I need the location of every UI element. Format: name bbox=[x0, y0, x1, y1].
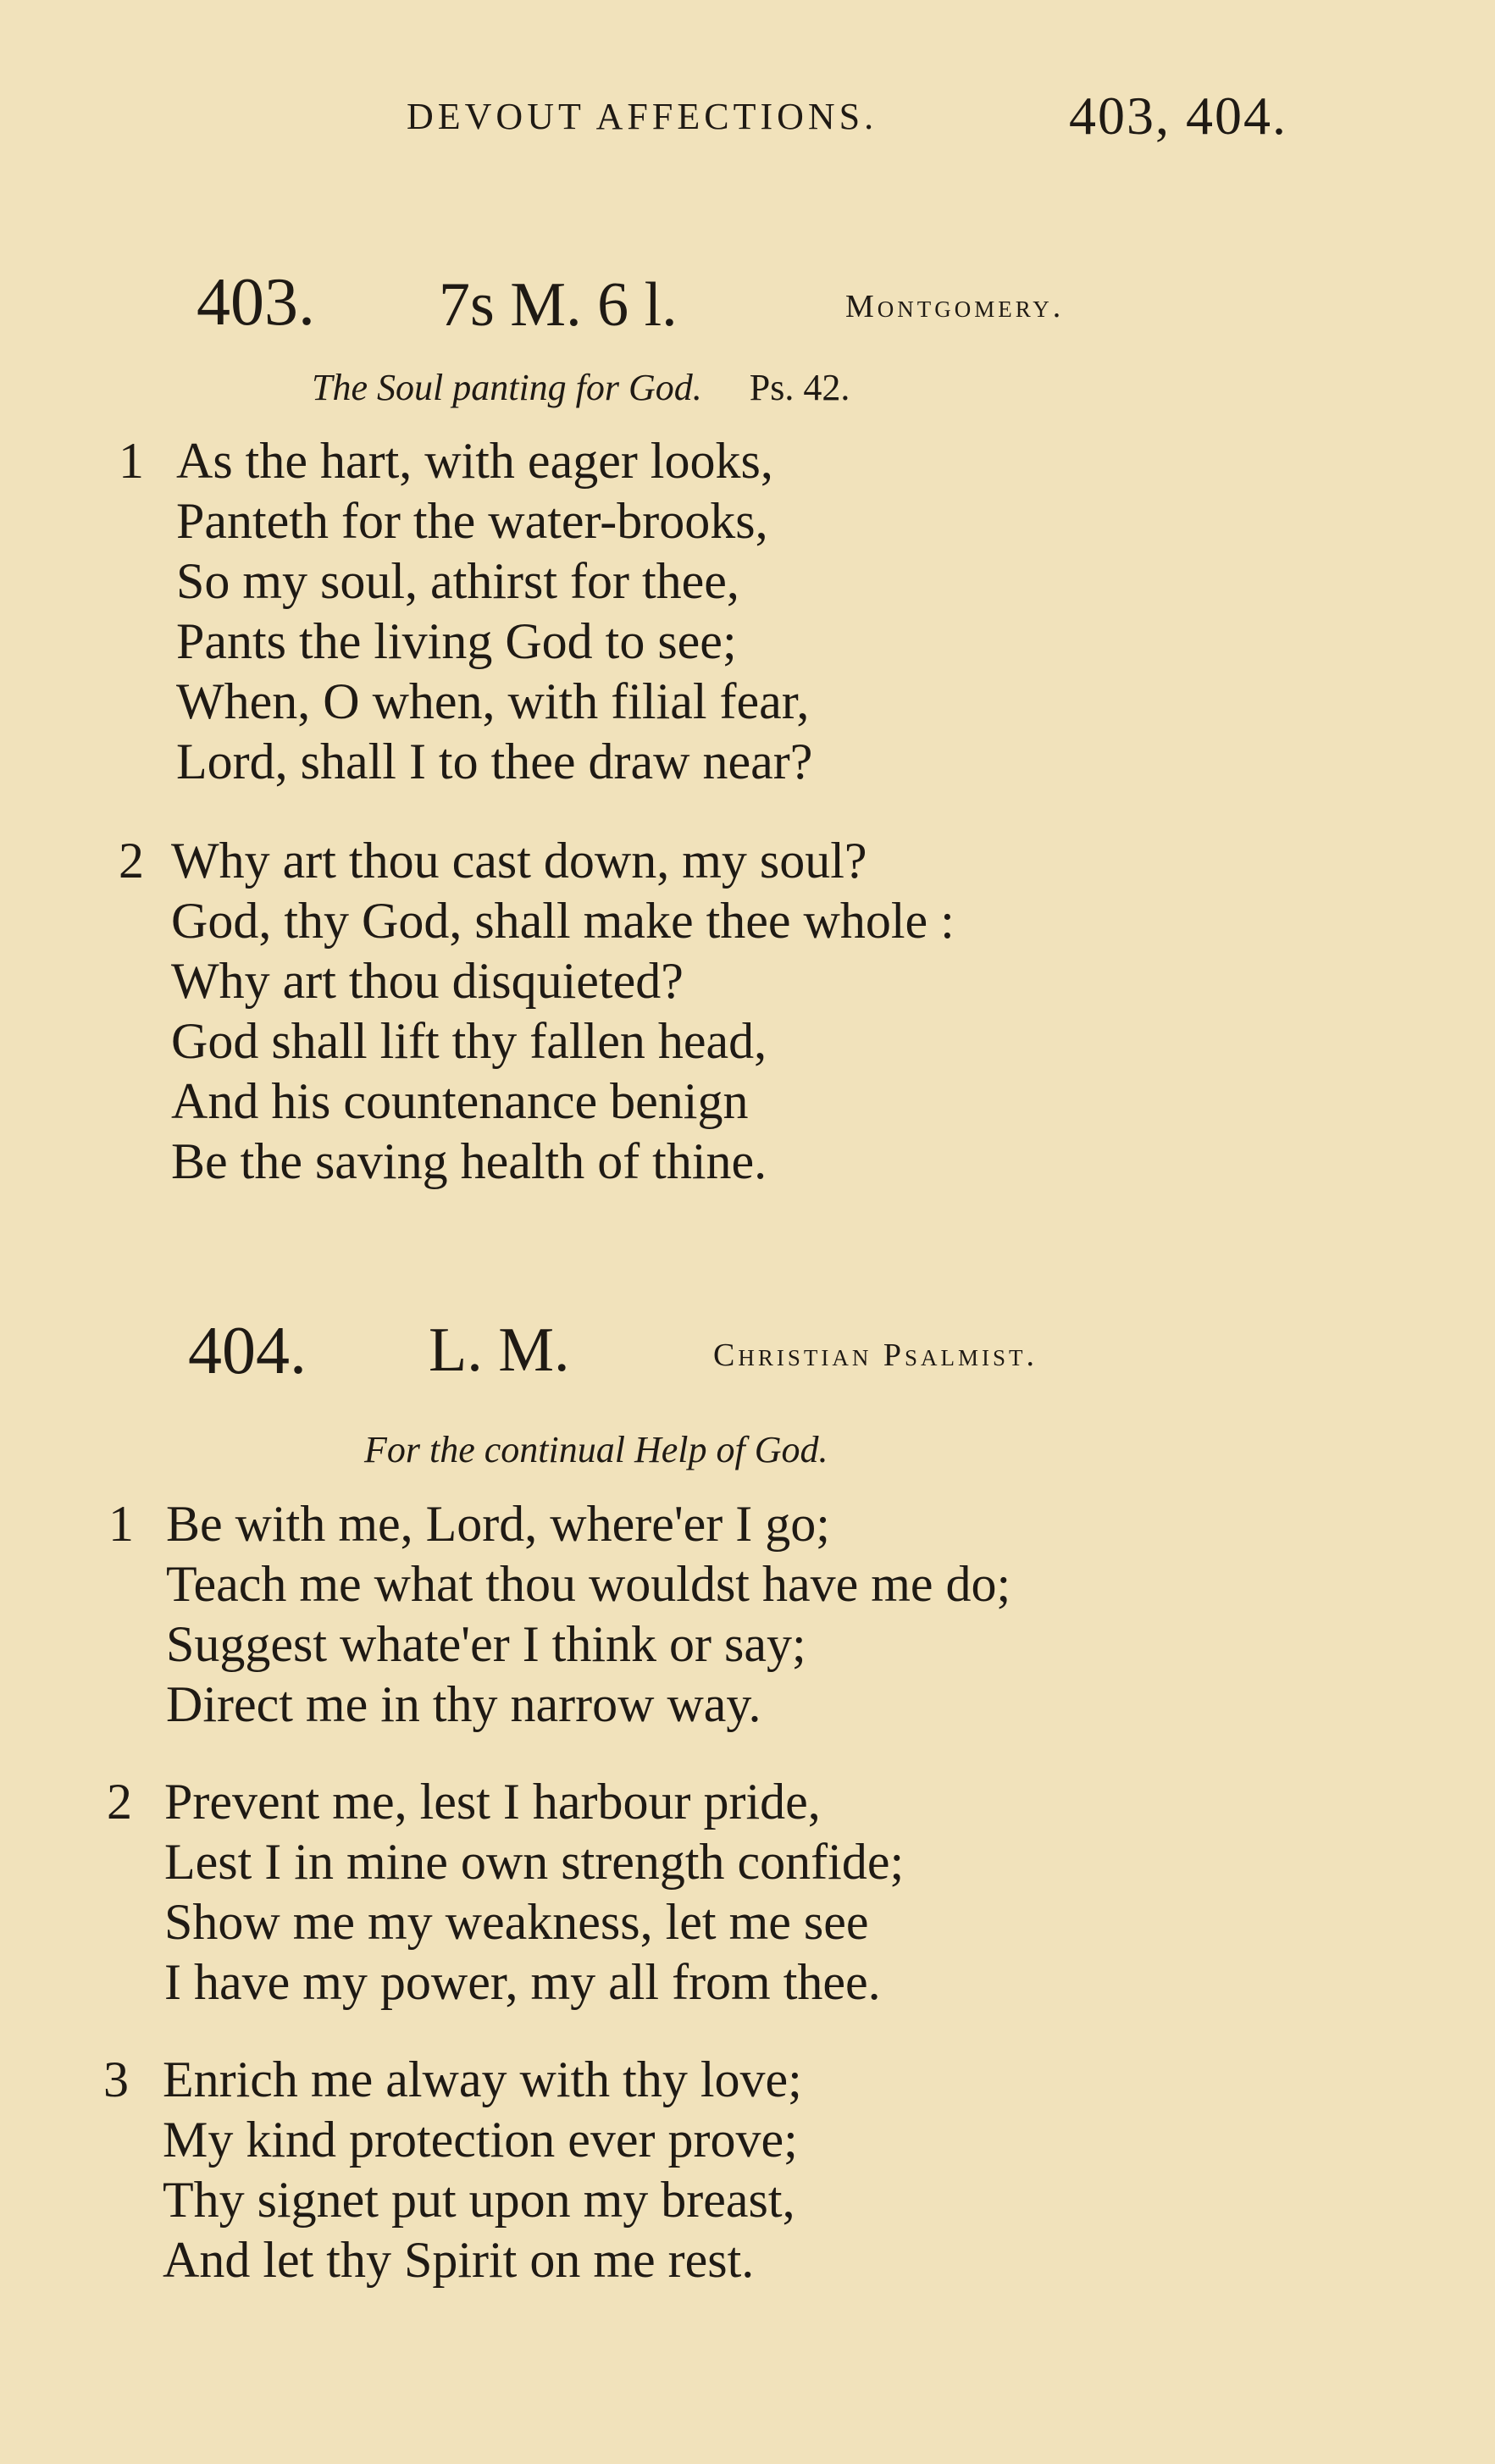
verse-line: Pants the living God to see; bbox=[176, 613, 737, 669]
verse-line: Why art thou cast down, my soul? bbox=[171, 833, 867, 889]
verse-line: Be with me, Lord, where'er I go; bbox=[166, 1496, 830, 1552]
verse-line: And his countenance benign bbox=[171, 1073, 749, 1129]
verse-line: Lest I in mine own strength confide; bbox=[164, 1834, 905, 1890]
hymn-meter: 7s M. 6 l. bbox=[439, 270, 678, 340]
verse-line: God, thy God, shall make thee whole : bbox=[171, 893, 955, 949]
verse-number: 3 bbox=[103, 2051, 129, 2107]
verse-line: Enrich me alway with thy love; bbox=[163, 2051, 802, 2107]
verse-line: Why art thou disquieted? bbox=[171, 953, 684, 1009]
verse-line: Teach me what thou wouldst have me do; bbox=[166, 1556, 1011, 1612]
page-numbers: 403, 404. bbox=[1069, 86, 1287, 146]
verse-line: Lord, shall I to thee draw near? bbox=[176, 734, 813, 789]
verse-line: Prevent me, lest I harbour pride, bbox=[164, 1774, 821, 1830]
verse-line: Direct me in thy narrow way. bbox=[166, 1676, 761, 1732]
hymn-author: Christian Psalmist. bbox=[713, 1337, 1038, 1373]
running-title: DEVOUT AFFECTIONS. bbox=[407, 96, 878, 137]
verse-line: Panteth for the water-brooks, bbox=[176, 493, 768, 549]
verse-number: 2 bbox=[107, 1774, 132, 1830]
verse-line: Show me my weakness, let me see bbox=[164, 1894, 869, 1950]
hymn-subtitle bbox=[364, 1428, 828, 1471]
verse-number: 2 bbox=[119, 833, 144, 889]
verse-line: So my soul, athirst for thee, bbox=[176, 553, 739, 609]
hymn-subtitle-title: The Soul panting for God. bbox=[312, 367, 702, 408]
verse-line: As the hart, with eager looks, bbox=[176, 433, 773, 489]
verse-number: 1 bbox=[119, 433, 144, 489]
verse-line: My kind protection ever prove; bbox=[163, 2112, 798, 2168]
hymn-author: Montgomery. bbox=[845, 289, 1065, 324]
verse-line: Suggest whate'er I think or say; bbox=[166, 1616, 806, 1672]
verse-line: Be the saving health of thine. bbox=[171, 1133, 767, 1189]
hymn-subtitle bbox=[312, 366, 850, 409]
hymn-meter: L. M. bbox=[429, 1315, 570, 1385]
verse-line: When, O when, with filial fear, bbox=[176, 673, 810, 729]
verse-line: I have my power, my all from thee. bbox=[164, 1954, 881, 2010]
verse-line: God shall lift thy fallen head, bbox=[171, 1013, 767, 1069]
verse-line: Thy signet put upon my breast, bbox=[163, 2172, 795, 2228]
hymn-subtitle-title: For the continual Help of God. bbox=[364, 1429, 828, 1470]
hymn-reference: Ps. 42. bbox=[749, 367, 850, 408]
hymn-number: 404. bbox=[188, 1314, 307, 1388]
verse-line: And let thy Spirit on me rest. bbox=[163, 2232, 755, 2288]
verse-number: 1 bbox=[108, 1496, 134, 1552]
hymn-number: 403. bbox=[197, 265, 315, 340]
